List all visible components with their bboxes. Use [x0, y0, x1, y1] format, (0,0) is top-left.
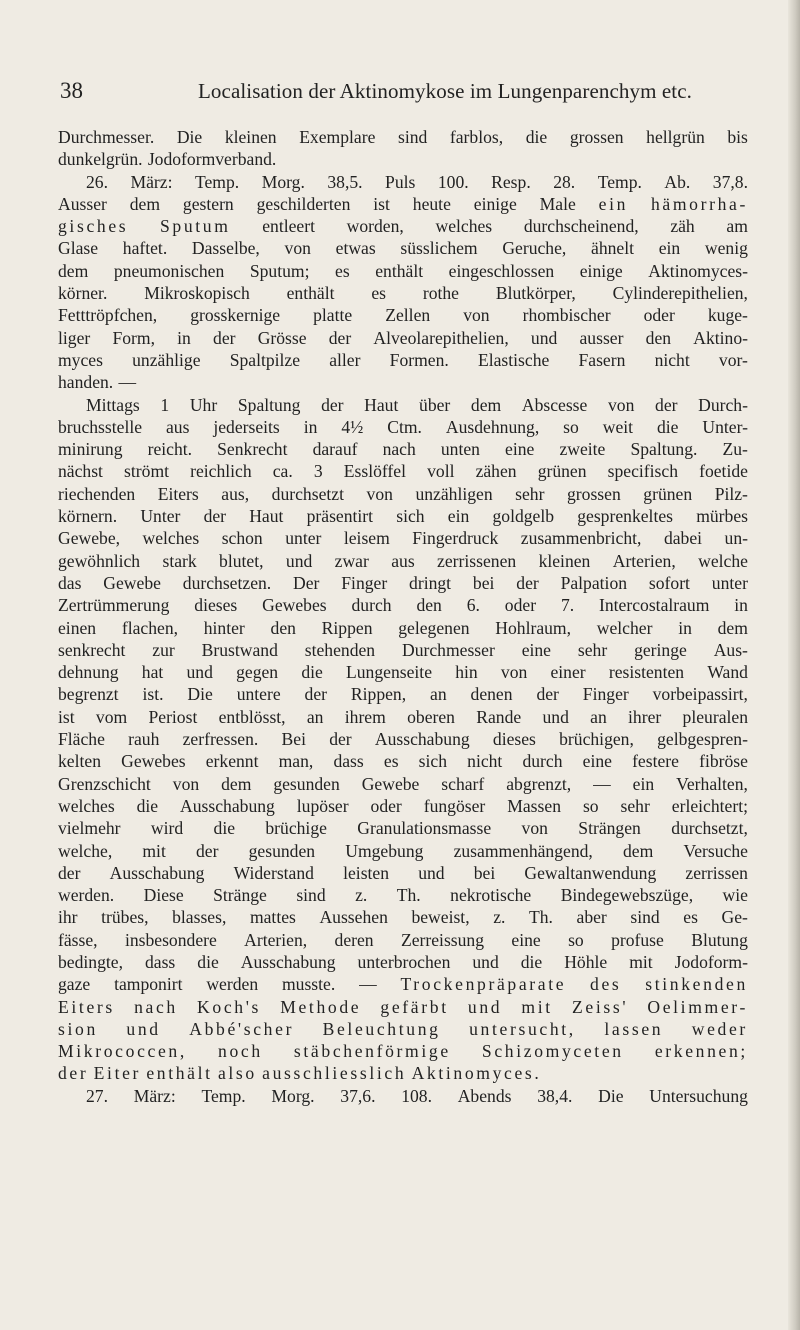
text-line: gisches Sputum entleert worden, welches durchscheinend, zäh am — [58, 216, 748, 237]
text-line: körner. Mikroskopisch enthält es rothe Blutkörper, Cylinderepithelien, — [58, 283, 748, 304]
text-line: handen. — — [58, 372, 137, 393]
text-line: Grenzschicht von dem gesunden Gewebe scharf abgrenzt, — ein Verhalten, — [58, 773, 748, 794]
text-line: minirung reicht. Senkrecht darauf nach unten eine zweite Spaltung. Zu- — [58, 439, 748, 460]
text-line: Fetttröpfchen, grosskernige platte Zellen von rhombischer oder kuge- — [58, 305, 748, 326]
page-edge-shadow — [788, 0, 800, 1330]
text-line: Ausser dem gestern geschilderten ist heute einige Male ein hämorrha- — [58, 193, 748, 214]
text-line: welches die Ausschabung lupöser oder fungöser Massen so sehr erleichtert; — [58, 795, 748, 816]
text-line: bruchsstelle aus jederseits in 4½ Ctm. Ausdehnung, so weit die Unter- — [58, 416, 748, 437]
text-line: gaze tamponirt werden musste. — Trockenpräparate des stinkenden — [58, 974, 748, 995]
text-line: Gewebe, welches schon unter leisem Fingerdruck zusammenbricht, dabei un- — [58, 528, 748, 549]
page-header — [0, 76, 800, 116]
text-line: nächst strömt reichlich ca. 3 Esslöffel voll zähen grünen specifisch foetide — [58, 461, 748, 482]
running-head: Localisation der Aktinomykose im Lungenparenchym etc. — [198, 79, 693, 103]
text-line: Mikrococcen, noch stäbchenförmige Schizomyceten erkennen; — [58, 1041, 748, 1062]
text-line: liger Form, in der Grösse der Alveolarepithelien, und ausser den Aktino- — [58, 327, 748, 348]
text-line: Zertrümmerung dieses Gewebes durch den 6. oder 7. Intercostalraum in — [58, 595, 748, 616]
text-line: körnern. Unter der Haut präsentirt sich ein goldgelb gesprenkeltes mürbes — [58, 506, 748, 527]
text-line: der Eiter enthält also ausschliesslich Aktinomyces. — [58, 1063, 542, 1084]
text-line: gewöhnlich stark blutet, und zwar aus zerrissenen kleinen Arterien, welche — [58, 550, 748, 571]
text-line: 27. März: Temp. Morg. 37,6. 108. Abends 38,4. Die Untersuchung — [86, 1085, 748, 1106]
body-text — [58, 126, 748, 1107]
text-line: einen flachen, hinter den Rippen gelegenen Hohlraum, welcher in dem — [58, 617, 748, 638]
text-line: dunkelgrün. Jodoformverband. — [58, 149, 277, 170]
text-line: kelten Gewebes erkennt man, dass es sich nicht durch eine festere fibröse — [58, 751, 748, 772]
text-line: das Gewebe durchsetzen. Der Finger dringt bei der Palpation sofort unter — [58, 572, 748, 593]
text-line: Glase haftet. Dasselbe, von etwas süsslichem Geruche, ähnelt ein wenig — [58, 238, 748, 259]
text-line: werden. Diese Stränge sind z. Th. nekrotische Bindegewebszüge, wie — [58, 885, 748, 906]
text-line: riechenden Eiters aus, durchsetzt von unzähligen sehr grossen grünen Pilz- — [58, 483, 748, 504]
text-line: der Ausschabung Widerstand leisten und bei Gewaltanwendung zerrissen — [58, 862, 748, 883]
text-line: Durchmesser. Die kleinen Exemplare sind farblos, die grossen hellgrün bis — [58, 127, 748, 147]
text-line: dem pneumonischen Sputum; es enthält eingeschlossen einige Aktinomyces- — [58, 260, 748, 281]
text-line: ihr trübes, blasses, mattes Aussehen beweist, z. Th. aber sind es Ge- — [58, 907, 748, 928]
text-line: myces unzählige Spaltpilze aller Formen. Elastische Fasern nicht vor- — [58, 349, 748, 370]
text-line: welche, mit der gesunden Umgebung zusammenhängend, dem Versuche — [58, 840, 748, 861]
text-line: ist vom Periost entblösst, an ihrem oberen Rande und an ihrer pleuralen — [58, 706, 748, 727]
text-line: Mittags 1 Uhr Spaltung der Haut über dem Abscesse von der Durch- — [86, 394, 748, 415]
text-line: begrenzt ist. Die untere der Rippen, an denen der Finger vorbeipassirt, — [58, 684, 748, 705]
text-line: sion und Abbé'scher Beleuchtung untersucht, lassen weder — [58, 1018, 748, 1039]
text-line: vielmehr wird die brüchige Granulationsmasse von Strängen durchsetzt, — [58, 818, 748, 839]
text-line: dehnung hat und gegen die Lungenseite hin von einer resistenten Wand — [58, 662, 748, 683]
text-line: fässe, insbesondere Arterien, deren Zerreissung eine so profuse Blutung — [58, 929, 748, 950]
text-line: Fläche rauh zerfressen. Bei der Ausschabung dieses brüchigen, gelbgespren- — [58, 729, 748, 750]
text-line: Eiters nach Koch's Methode gefärbt und mit Zeiss' Oelimmer- — [58, 996, 748, 1017]
text-line: 26. März: Temp. Morg. 38,5. Puls 100. Resp. 28. Temp. Ab. 37,8. — [86, 171, 748, 192]
page-number: 38 — [60, 78, 83, 103]
text-line: senkrecht zur Brustwand stehenden Durchmesser eine sehr geringe Aus- — [58, 639, 748, 660]
text-line: bedingte, dass die Ausschabung unterbrochen und die Höhle mit Jodoform- — [58, 951, 748, 972]
